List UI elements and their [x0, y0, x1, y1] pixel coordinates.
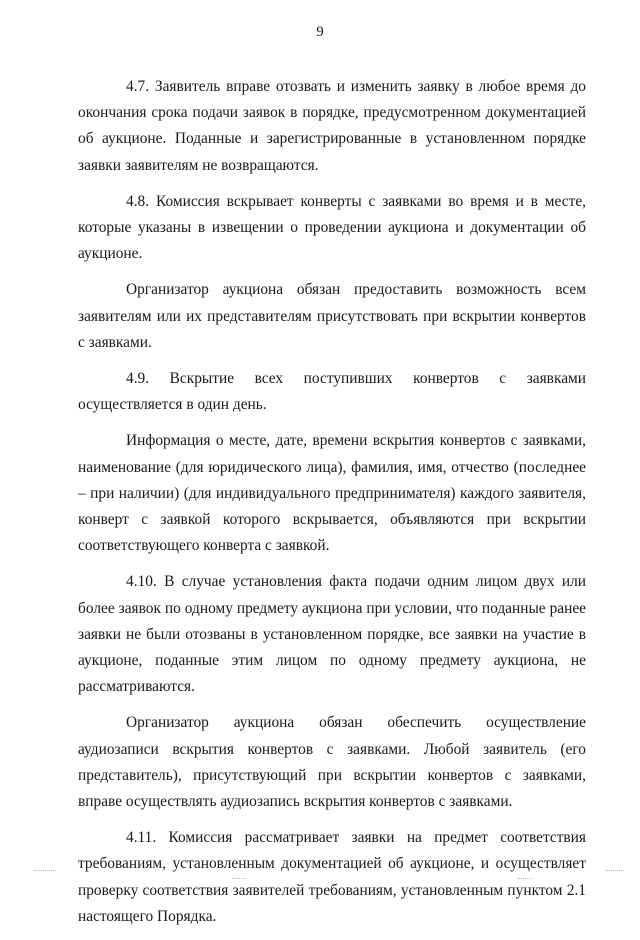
paragraph-4-7: 4.7. Заявитель вправе отозвать и изменить заявку в любое время до окончания срока подачи заявок в порядке, предусмотренном документацией об аукционе. Поданные и зарегистрированные в установленном порядке заявки заявителям не возвращаются. — [78, 78, 586, 174]
paragraph-4-9: 4.9. Вскрытие всех поступивших конвертов с заявками осуществляется в один день. — [78, 370, 586, 414]
scan-mark — [518, 878, 532, 880]
paragraph-4-10: 4.10. В случае установления факта подачи одним лицом двух или более заявок по одному предмету аукциона при условии, что поданные ранее заявки не были отозваны в установленном порядке, все заявки на участие в аукционе, поданные этим лицом по одному предмету аукциона, не рассматриваются. — [78, 573, 586, 696]
paragraph-4-8: 4.8. Комиссия вскрывает конверты с заявками во время и в месте, которые указаны в извещении о проведении аукциона и документации об аукционе. — [78, 192, 586, 263]
paragraph-organizer-obligation: Организатор аукциона обязан предоставить возможность всем заявителям или их представителям присутствовать при вскрытии конвертов с заявками. — [78, 281, 586, 351]
scan-mark — [306, 866, 316, 868]
scan-mark — [606, 870, 624, 872]
page-number: 9 — [316, 24, 324, 40]
paragraph-audio-recording: Организатор аукциона обязан обеспечить осуществление аудиозаписи вскрытия конвертов с заявками. Любой заявитель (его представитель), присутствующий при вскрытии конвертов с заявками, вправе осуществлять аудиозапись вскрытия конвертов с заявками. — [78, 714, 586, 811]
paragraph-4-11: 4.11. Комиссия рассматривает заявки на предмет соответствия требованиям, установленным документацией об аукционе, и осуществляет проверку соответствия заявителей требованиям, установленным пунктом 2.1 настоящего Порядка. — [78, 829, 586, 925]
paragraph-opening-information: Информация о месте, дате, времени вскрытия конвертов с заявками, наименование (для юридического лица), фамилия, имя, отчество (последнее – при наличии) (для индивидуального предпринимателя) каждого заявителя, конверт с заявкой которого вскрывается, объявляются при вскрытии соответствующего конверта с заявкой. — [78, 432, 586, 555]
document-body — [78, 74, 586, 940]
scan-mark — [232, 878, 246, 880]
scan-mark — [34, 870, 56, 872]
